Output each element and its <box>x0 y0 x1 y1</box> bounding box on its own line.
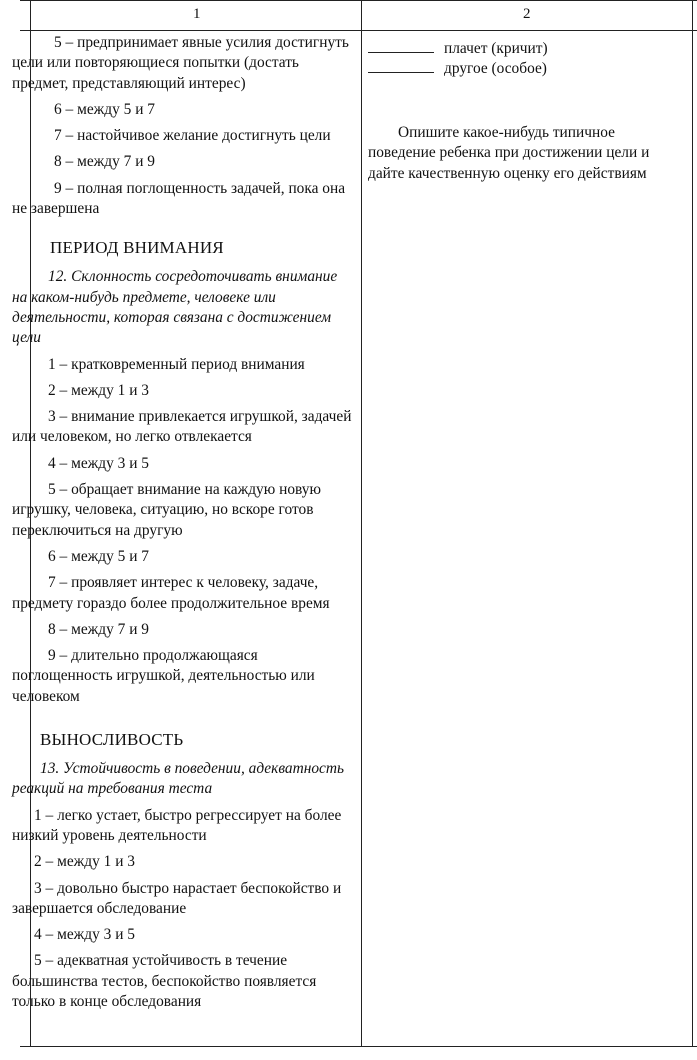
column-2 <box>368 39 686 184</box>
section-heading-endurance: ВЫНОСЛИВОСТЬ <box>40 730 184 750</box>
scale-item: 8 – между 7 и 9 <box>48 620 149 638</box>
scale-item: 9 – полная поглощенность задачей, пока она не завершена <box>12 179 346 218</box>
scale-item: 2 – между 1 и 3 <box>34 853 135 871</box>
scale-item: 3 – довольно быстро нарастает беспокойство и завершается обследование <box>12 879 342 917</box>
scale-item: 6 – между 5 и 7 <box>54 100 155 118</box>
scale-item: 1 – легко устает, быстро регрессирует на более низкий уровень деятельности <box>12 806 342 844</box>
column-divider <box>361 0 362 1047</box>
question-13: 13. Устойчивость в поведении, адекватность реакций на требования теста <box>12 760 345 798</box>
column-1 <box>12 33 352 1018</box>
scale-item: 8 – между 7 и 9 <box>54 153 155 171</box>
answer-blank-line[interactable] <box>368 39 434 53</box>
scale-item: 7 – настойчивое желание достигнуть цели <box>54 127 331 145</box>
option-row <box>368 59 686 79</box>
scale-item: 4 – между 3 и 5 <box>48 454 149 472</box>
option-row <box>368 39 686 59</box>
instruction-text: Опишите какое-нибудь типичное поведение ребенка при достижении цели и дайте качественную оценку его действиям <box>368 124 650 182</box>
option-label: плачет (кричит) <box>444 40 548 57</box>
table-top-rule <box>20 0 697 1</box>
answer-blank-line[interactable] <box>368 59 434 73</box>
scale-item: 5 – адекватная устойчивость в течение большинства тестов, беспокойство появляется только в конце обследования <box>12 952 317 1010</box>
header-bottom-rule <box>20 30 697 31</box>
table-bottom-rule <box>20 1046 697 1047</box>
scale-item: 5 – предпринимает явные усилия достигнуть цели или повторяющиеся попытки (достать предмет, представляющий интерес) <box>12 34 349 92</box>
scale-item: 9 – длительно продолжающаяся поглощенность игрушкой, деятельностью или человеком <box>12 647 315 705</box>
column-header-1: 1 <box>193 6 201 22</box>
question-12: 12. Склонность сосредоточивать внимание на каком-нибудь предмете, человеке или деятельности, которая связана с достижением цели <box>12 268 338 347</box>
scale-item: 7 – проявляет интерес к человеку, задаче, предмету гораздо более продолжительное время <box>12 574 330 612</box>
scale-item: 5 – обращает внимание на каждую новую игрушку, человека, ситуацию, но вскоре готов переключиться на другую <box>12 481 321 539</box>
column-header-2: 2 <box>523 6 531 22</box>
option-label: другое (особое) <box>444 60 547 77</box>
scale-item: 3 – внимание привлекается игрушкой, задачей или человеком, но легко отвлекается <box>12 408 352 446</box>
scale-item: 1 – кратковременный период внимания <box>48 355 305 373</box>
table-right-rule <box>692 0 693 1047</box>
scale-item: 4 – между 3 и 5 <box>34 926 135 944</box>
scale-item: 6 – между 5 и 7 <box>48 547 149 565</box>
scale-item: 2 – между 1 и 3 <box>48 381 149 399</box>
section-heading-attention: ПЕРИОД ВНИМАНИЯ <box>50 238 224 258</box>
